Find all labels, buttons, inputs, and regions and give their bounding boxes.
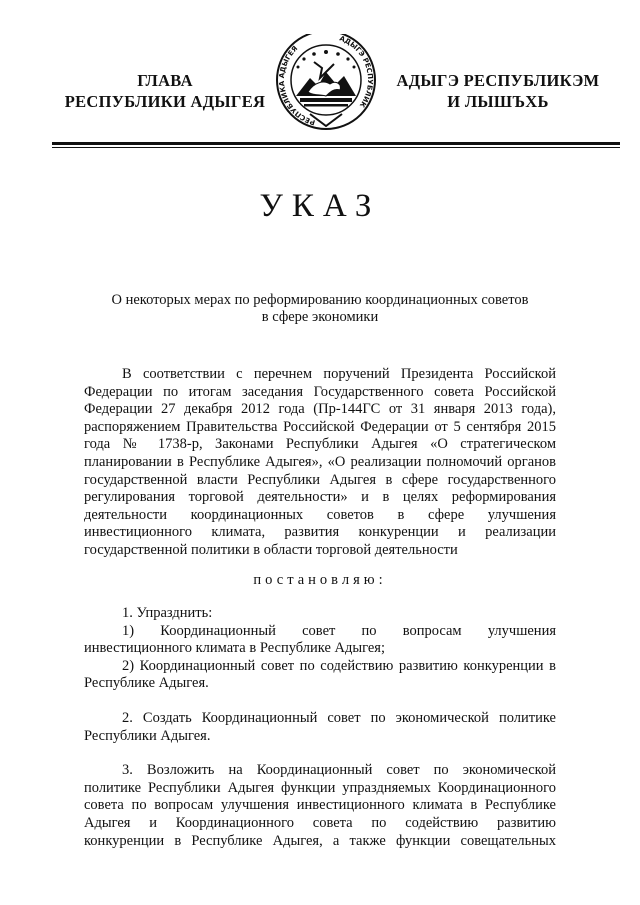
header-left	[52, 70, 278, 112]
item-1-1-line: инвестиционного климата в Республике Адыгея;	[84, 640, 385, 657]
emblem-ring-right: АДЫГЭ РЕСПУБЛИК	[338, 34, 375, 109]
item-3-line: политике Республики Адыгея функции упраздняемых Координационного	[84, 779, 556, 796]
item-1-2-line: Республике Адыгея.	[84, 675, 209, 692]
preamble-line: года № 1738-р, Законами Республики Адыгея «О стратегическом	[84, 436, 556, 453]
preamble-line: Федерации 27 декабря 2012 года (Пр-144ГС от 31 января 2013 года),	[84, 401, 556, 418]
header-right-line1: АДЫГЭ РЕСПУБЛИКЭМ	[396, 71, 600, 90]
item-3-line: совета по вопросам улучшения инвестиционного климата в Республике	[84, 797, 556, 814]
item-2-line: 2. Создать Координационный совет по экономической политике	[122, 709, 556, 726]
header-left-line1: ГЛАВА	[137, 71, 193, 90]
preamble-line: планировании в Республике Адыгея», «О реализации полномочий органов	[84, 453, 556, 470]
item-3-line: 3. Возложить на Координационный совет по экономической	[122, 762, 556, 779]
preamble	[84, 366, 556, 560]
document-title: УКАЗ	[259, 188, 381, 224]
preamble-line: распоряжением Правительства Российской Федерации от 5 сентября 2015	[84, 418, 556, 435]
item-3-line: конкуренции в Республике Адыгея, а также функции совещательных	[84, 832, 556, 849]
decree-subject	[60, 292, 580, 326]
subject-line-1: О некоторых мерах по реформированию координационных советов	[111, 292, 529, 308]
subject-line-2: в сфере экономики	[261, 309, 379, 325]
item-1-2-line: 2) Координационный совет по содействию развитию конкуренции в	[122, 657, 556, 674]
header-right-line2: И ЛЫШЪХЬ	[447, 92, 549, 111]
preamble-line: Федерации по итогам заседания Государственного совета Российской	[84, 383, 556, 400]
preamble-line: регулирования торговой деятельности» и в целях реформирования	[84, 489, 556, 506]
header-rule-thick	[52, 142, 620, 145]
decree-items	[84, 605, 556, 850]
emblem-ring-left: РЕСПУБЛИКА АДЫГЕЯ	[277, 44, 317, 127]
item-1-1-line: 1) Координационный совет по вопросам улучшения	[122, 622, 556, 639]
preamble-line: государственной власти Республики Адыгея в сфере государственного	[84, 471, 556, 488]
header-rule-thin	[52, 147, 620, 148]
preamble-line: деятельности координационных советов в сфере улучшения	[84, 506, 556, 523]
preamble-line: В соответствии с перечнем поручений Президента Российской	[122, 366, 556, 382]
coat-of-arms-adygea-icon	[270, 34, 382, 140]
header-left-line2: РЕСПУБЛИКИ АДЫГЕЯ	[64, 92, 266, 111]
header-right	[388, 70, 608, 112]
item-3-line: Адыгея и Координационного совета по содействию развитию	[84, 814, 556, 831]
preamble-line: инвестиционного климата, развития конкуренции и реализации	[84, 524, 556, 541]
decree-word: постановляю:	[253, 572, 387, 588]
item-1-heading: 1. Упразднить:	[122, 605, 213, 621]
preamble-line: государственной политики в области торговой деятельности	[84, 541, 458, 558]
item-2-line: Республики Адыгея.	[84, 727, 211, 744]
